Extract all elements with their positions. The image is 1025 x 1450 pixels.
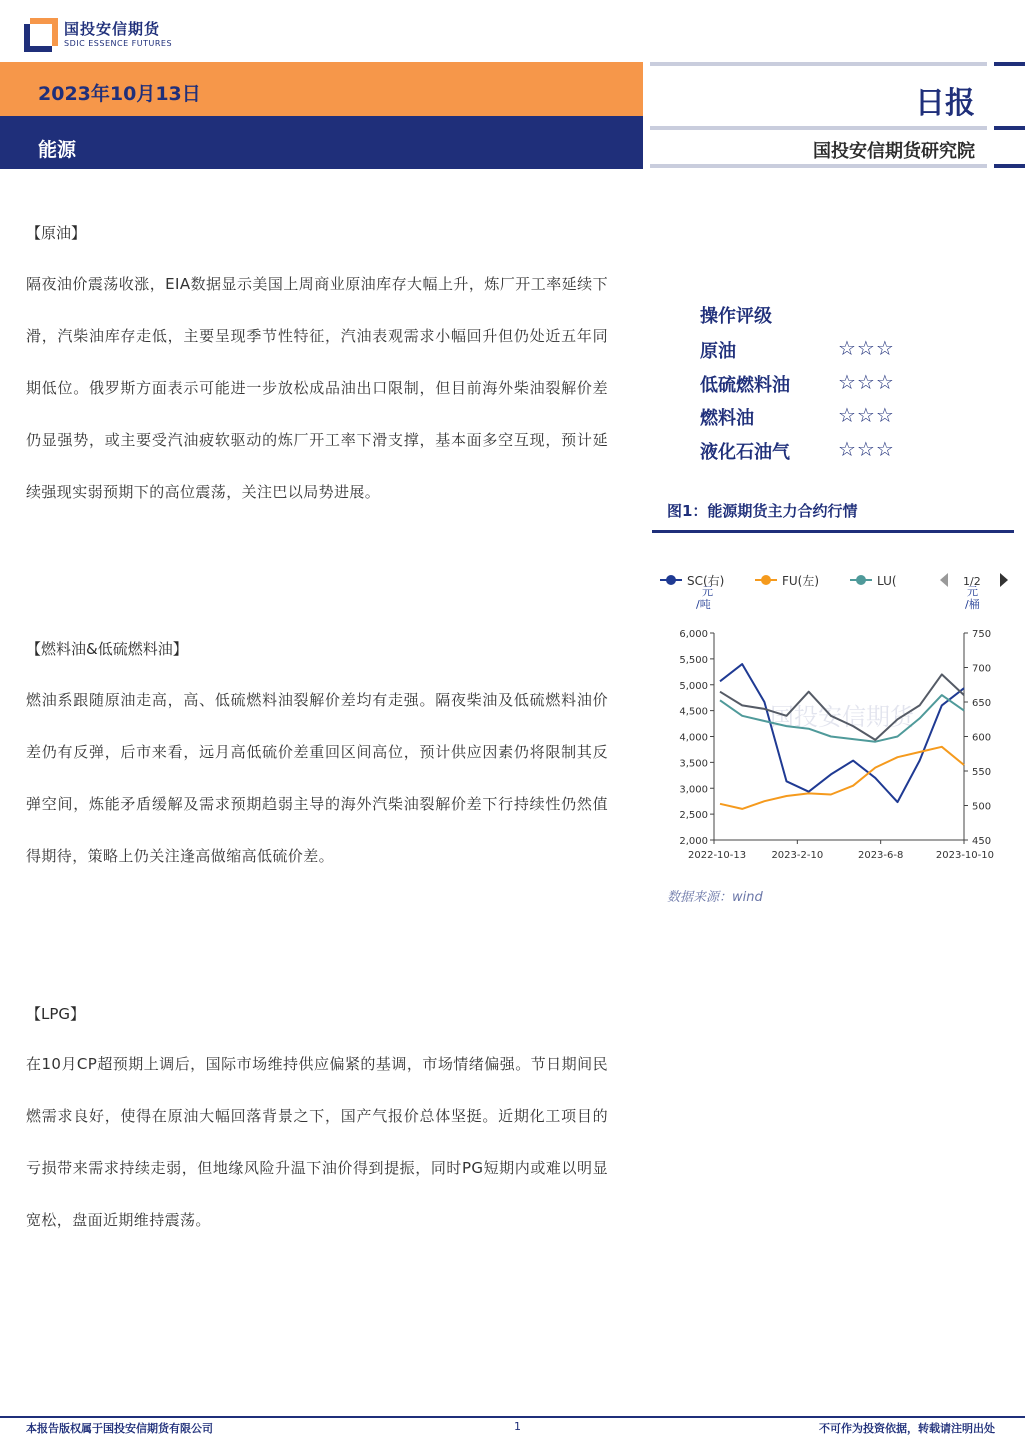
rating-row-crude	[700, 337, 940, 369]
right-tick-label: 500	[972, 801, 992, 813]
section-title-fuel-oil: 【燃料油&低硫燃料油】	[26, 640, 188, 658]
right-tick-label: 550	[972, 767, 992, 778]
right-tick-label: 450	[972, 836, 992, 847]
x-tick-label: 2023-6-8	[857, 850, 904, 861]
legend-label: FU(左)	[782, 574, 820, 588]
star-rating: ☆☆☆	[838, 437, 895, 461]
legend-page: 1/2	[963, 575, 981, 588]
institute-name: 国投安信期货研究院	[813, 141, 975, 162]
left-tick-label: 2,500	[679, 810, 708, 822]
right-axis-unit: 元	[967, 585, 978, 598]
legend-label: LU(	[877, 574, 897, 588]
footer-disclaimer: 不可作为投资依据，转载请注明出处	[819, 1422, 995, 1435]
right-tick-label: 750	[972, 629, 992, 640]
rating-name: 燃料油	[700, 408, 754, 429]
header-rule	[650, 62, 987, 66]
energy-futures-chart	[652, 565, 1017, 875]
x-tick-label: 2023-2-10	[771, 850, 824, 861]
star-rating: ☆☆☆	[838, 336, 895, 360]
rating-name: 液化石油气	[700, 442, 790, 463]
header-rule-accent	[994, 164, 1025, 168]
figure-source: 数据来源：wind	[667, 890, 763, 905]
legend-marker	[761, 575, 771, 585]
sector-label: 能源	[38, 139, 77, 161]
right-tick-label: 650	[972, 698, 992, 709]
section-text-crude: 隔夜油价震荡收涨，EIA数据显示美国上周商业原油库存大幅上升，炼厂开工率延续下滑，汽柴油库存走低，主要呈现季节性特征，汽油表观需求小幅回升但仍处近五年同期低位。俄罗斯方面表示可能进一步放松成品油出口限制，但目前海外柴油裂解价差仍显强势，或主要受汽油疲软驱动的炼厂开工率下滑支撑，基本面多空互现，预计延续强现实弱预期下的高位震荡，关注巴以局势进展。	[26, 275, 608, 501]
report-date: 2023年10月13日	[38, 83, 201, 105]
series-line	[720, 747, 964, 809]
header-rule-accent	[994, 62, 1025, 66]
right-tick-label: 700	[972, 663, 992, 675]
star-rating: ☆☆☆	[838, 403, 895, 427]
left-tick-label: 6,000	[679, 629, 708, 640]
rating-title: 操作评级	[700, 306, 772, 327]
rating-row-fuel-oil	[700, 404, 940, 436]
brand-name-cn: 国投安信期货	[64, 20, 161, 38]
left-tick-label: 3,000	[679, 784, 708, 796]
rating-row-low-sulfur	[700, 371, 940, 403]
header-rule	[650, 126, 987, 130]
legend-prev-icon	[940, 573, 948, 587]
legend-marker	[666, 575, 676, 585]
left-tick-label: 5,500	[679, 654, 708, 666]
chart-watermark: 国投安信期货	[770, 703, 914, 731]
right-tick-label: 600	[972, 732, 992, 744]
left-tick-label: 2,000	[679, 836, 708, 847]
right-axis-unit: /桶	[965, 598, 980, 611]
brand-logo-icon	[24, 18, 58, 52]
sector-banner	[0, 116, 643, 169]
star-rating: ☆☆☆	[838, 370, 895, 394]
left-axis-unit: /吨	[696, 598, 711, 611]
series-line	[720, 664, 964, 802]
footer-rule	[0, 1416, 1025, 1418]
figure-title: 图1：能源期货主力合约行情	[667, 502, 858, 520]
section-text-lpg: 在10月CP超预期上调后，国际市场维持供应偏紧的基调，市场情绪偏强。节日期间民燃需求良好，使得在原油大幅回落背景之下，国产气报价总体坚挺。近期化工项目的亏损带来需求持续走弱，但地缘风险升温下油价得到提振，同时PG短期内或难以明显宽松，盘面近期维持震荡。	[26, 1055, 608, 1229]
left-tick-label: 3,500	[679, 758, 708, 770]
legend-label: SC(右)	[687, 574, 725, 588]
page-number: 1	[514, 1420, 521, 1433]
header-rule	[650, 164, 987, 168]
left-tick-label: 4,500	[679, 706, 708, 718]
left-tick-label: 4,000	[679, 732, 708, 744]
rating-name: 原油	[700, 341, 736, 362]
footer-copyright: 本报告版权属于国投安信期货有限公司	[26, 1422, 213, 1435]
x-tick-label: 2022-10-13	[688, 850, 747, 861]
figure-rule	[652, 530, 1014, 533]
section-title-crude: 【原油】	[26, 224, 87, 242]
x-tick-label: 2023-10-10	[935, 850, 994, 861]
left-axis-unit: 元	[702, 585, 713, 598]
header-rule-accent	[994, 126, 1025, 130]
section-text-fuel-oil: 燃油系跟随原油走高，高、低硫燃料油裂解价差均有走强。隔夜柴油及低硫燃料油价差仍有反弹，后市来看，远月高低硫价差重回区间高位，预计供应因素仍将限制其反弹空间，炼能矛盾缓解及需求预期趋弱主导的海外汽柴油裂解价差下行持续性仍然值得期待，策略上仍关注逢高做缩高低硫价差。	[26, 691, 608, 865]
left-tick-label: 5,000	[679, 680, 708, 692]
legend-marker	[856, 575, 866, 585]
section-title-lpg: 【LPG】	[26, 1005, 86, 1023]
legend-next-icon	[1000, 573, 1008, 587]
rating-name: 低硫燃料油	[700, 375, 790, 396]
brand-name-en: SDIC ESSENCE FUTURES	[64, 39, 173, 48]
report-type: 日报	[915, 86, 975, 121]
rating-row-lpg	[700, 438, 940, 470]
